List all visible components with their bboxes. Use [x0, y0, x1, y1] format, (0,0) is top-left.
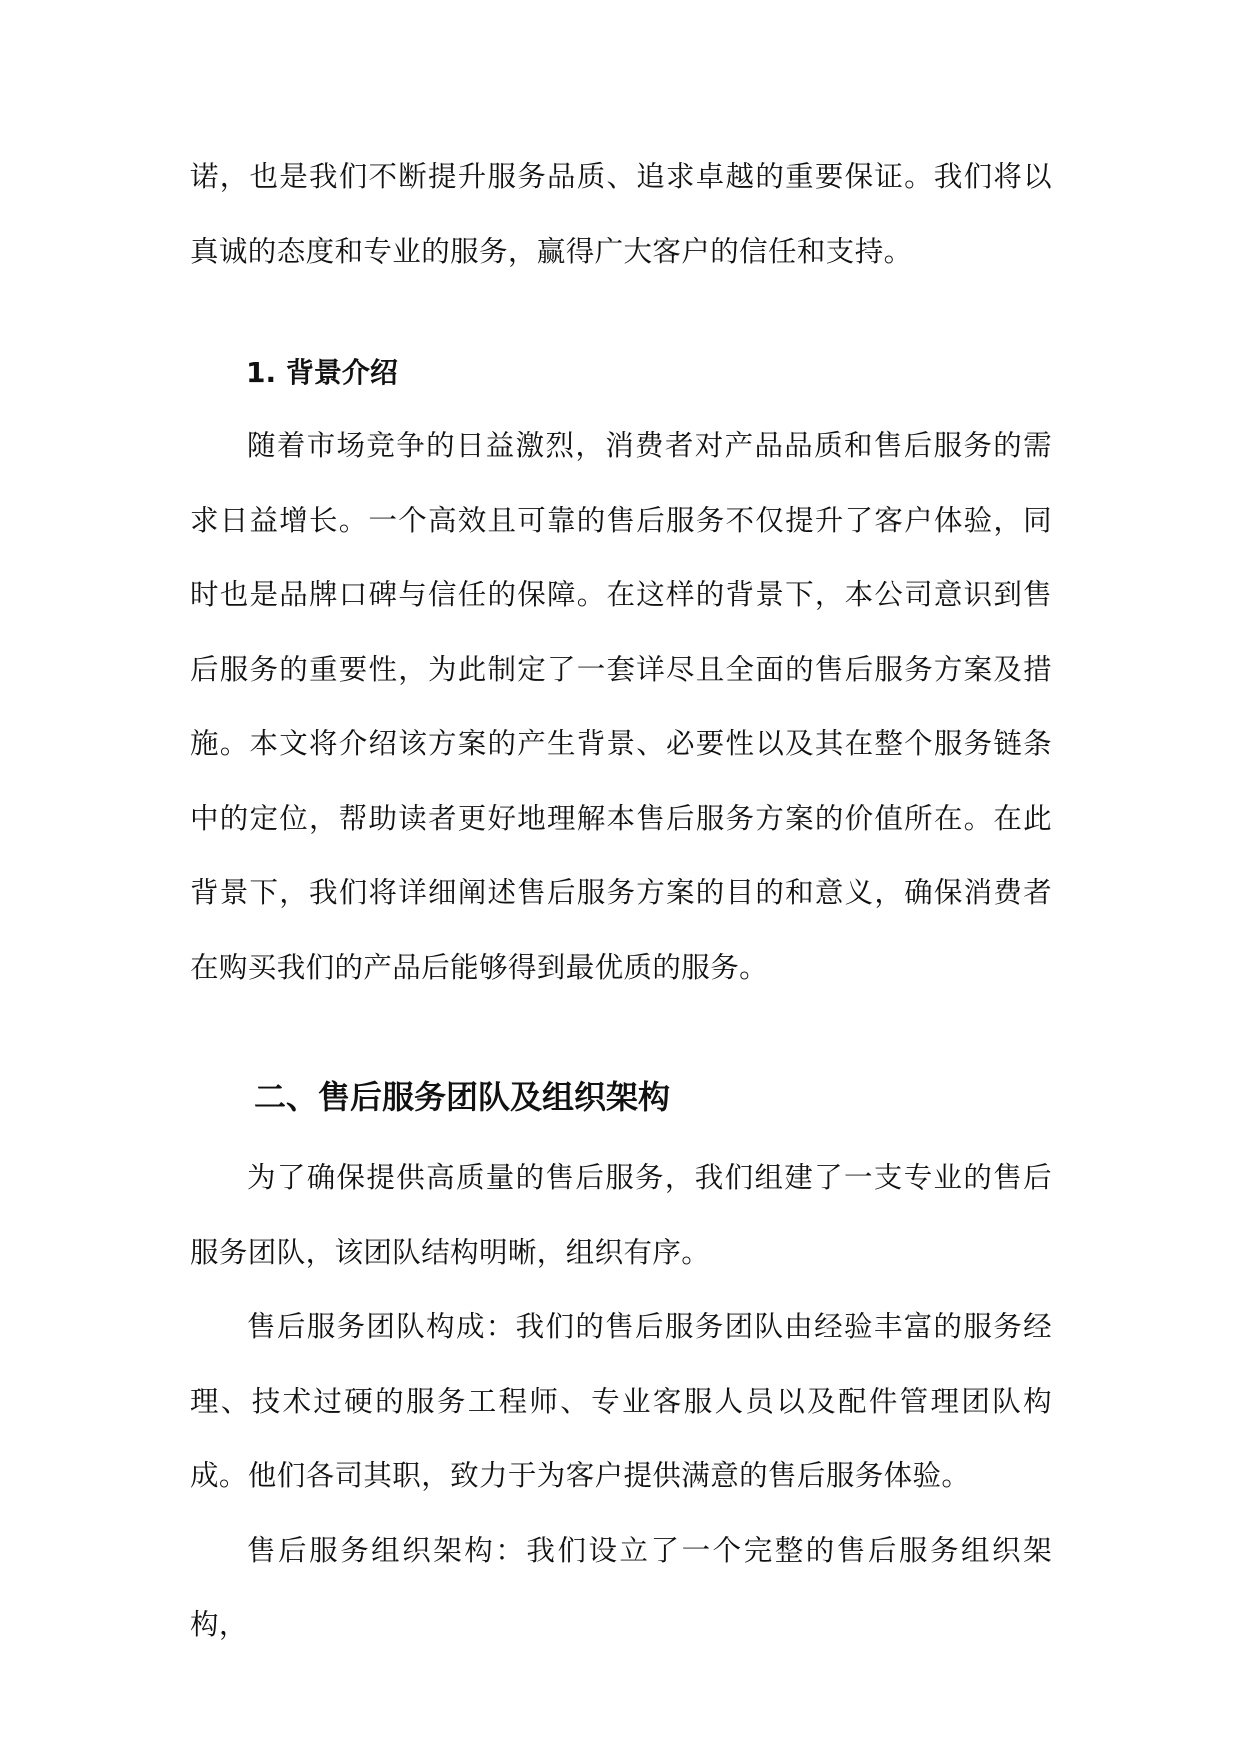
- background-paragraph: 随着市场竞争的日益激烈，消费者对产品品质和售后服务的需求日益增长。一个高效且可靠的售后服务不仅提升了客户体验，同时也是品牌口碑与信任的保障。在这样的背景下，本公司意识到售后服务的重要性，为此制定了一套详尽且全面的售后服务方案及措施。本文将介绍该方案的产生背景、必要性以及其在整个服务链条中的定位，帮助读者更好地理解本售后服务方案的价值所在。在此背景下，我们将详细阐述售后服务方案的目的和意义，确保消费者在购买我们的产品后能够得到最优质的服务。: [190, 429, 1052, 984]
- continuation-paragraph: 诺，也是我们不断提升服务品质、追求卓越的重要保证。我们将以真诚的态度和专业的服务，赢得广大客户的信任和支持。: [190, 160, 1052, 268]
- page-content: [190, 140, 1052, 1663]
- section-heading-team-organization: 二、售后服务团队及组织架构: [254, 1078, 671, 1116]
- subheading-background: 1. 背景介绍: [246, 356, 398, 389]
- team-intro-paragraph: 为了确保提供高质量的售后服务，我们组建了一支专业的售后服务团队，该团队结构明晰，组织有序。: [190, 1161, 1052, 1269]
- team-composition-paragraph: 售后服务团队构成：我们的售后服务团队由经验丰富的服务经理、技术过硬的服务工程师、专业客服人员以及配件管理团队构成。他们各司其职，致力于为客户提供满意的售后服务体验。: [190, 1310, 1052, 1492]
- org-structure-paragraph: 售后服务组织架构：我们设立了一个完整的售后服务组织架构，: [190, 1533, 1052, 1641]
